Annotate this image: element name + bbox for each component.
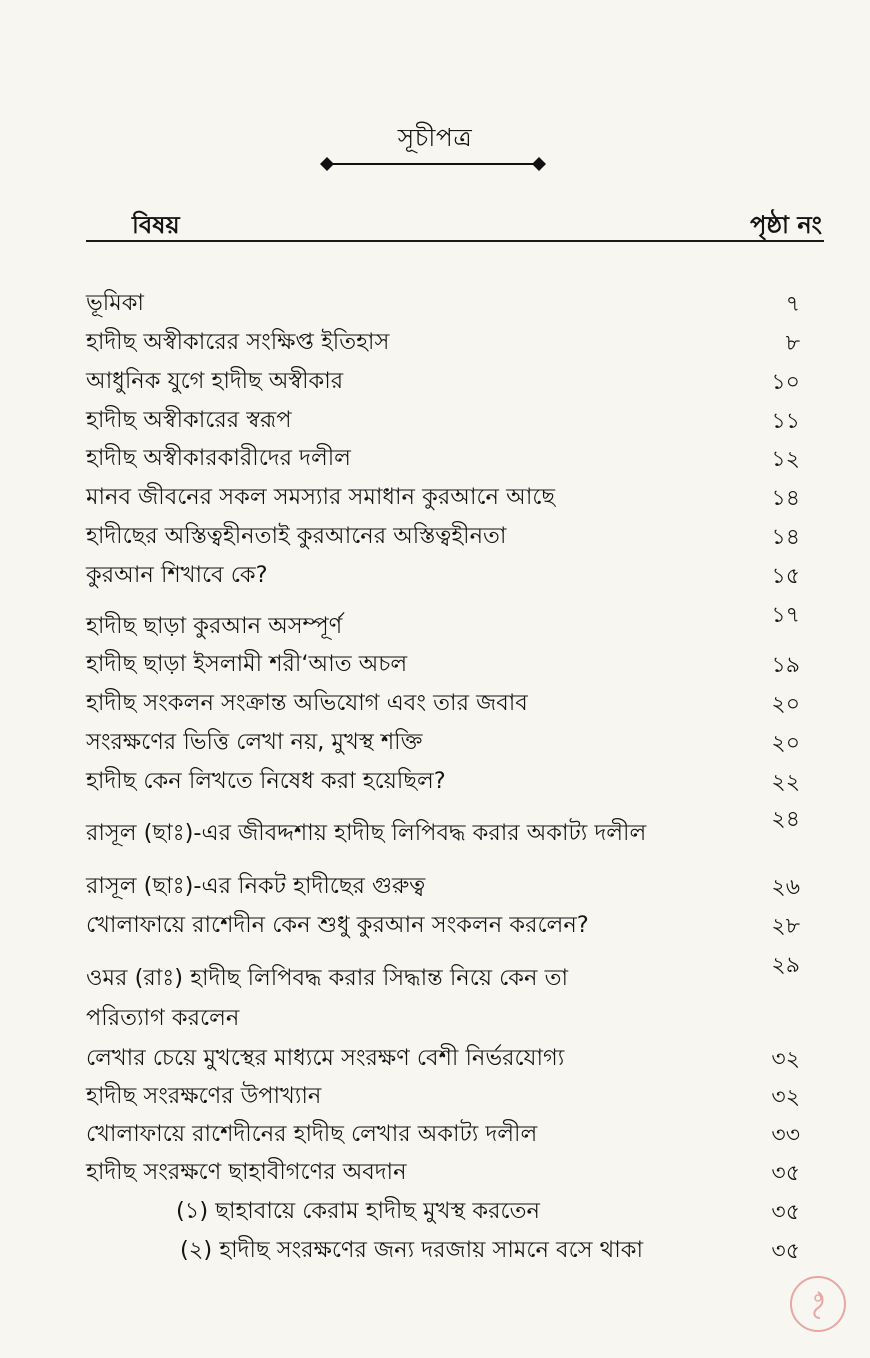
toc-topic: ভূমিকা (86, 290, 144, 316)
toc-page-number: ৩৫ (771, 1239, 800, 1264)
toc-topic: ওমর (রাঃ) হাদীছ লিপিবদ্ধ করার সিদ্ধান্ত নিয়ে কেন তা (86, 965, 568, 991)
toc-topic: রাসূল (ছাঃ)-এর জীবদ্দশায় হাদীছ লিপিবদ্ধ করার অকাট্য দলীল (86, 820, 647, 846)
toc-topic: লেখার চেয়ে মুখস্থের মাধ্যমে সংরক্ষণ বেশী নির্ভরযোগ্য (86, 1045, 565, 1071)
toc-page-number: ১৯ (771, 653, 800, 678)
toc-page-number: ৮ (785, 331, 800, 356)
toc-topic: হাদীছের অস্তিত্বহীনতাই কুরআনের অস্তিত্বহীনতা (86, 523, 507, 549)
toc-topic: (১) ছাহাবায়ে কেরাম হাদীছ মুখস্থ করতেন (176, 1198, 540, 1224)
toc-page-number: ১৫ (771, 564, 800, 589)
toc-page-number: ১৪ (771, 525, 800, 550)
toc-topic: মানব জীবনের সকল সমস্যার সমাধান কুরআনে আছে (86, 484, 556, 510)
toc-topic: হাদীছ ছাড়া ইসলামী শরী‘আত অচল (86, 651, 408, 677)
toc-page-number: ৩৫ (771, 1161, 800, 1186)
toc-topic: হাদীছ সংরক্ষণে ছাহাবীগণের অবদান (86, 1159, 407, 1185)
toc-page-number: ৩২ (771, 1047, 800, 1072)
toc-topic: (২) হাদীছ সংরক্ষণের জন্য দরজায় সামনে বসে থাকা (180, 1237, 643, 1263)
page-column-header: পৃষ্ঠা নং (750, 211, 822, 239)
toc-topic: হাদীছ অস্বীকারকারীদের দলীল (86, 445, 351, 471)
toc-page-number: ২৪ (771, 807, 800, 832)
header-rule (86, 240, 824, 242)
toc-page-number: ৩৫ (771, 1200, 800, 1225)
toc-page-number: ২৬ (771, 875, 800, 900)
toc-topic: হাদীছ ছাড়া কুরআন অসম্পূর্ণ (86, 613, 343, 639)
toc-page-number: ১২ (771, 447, 800, 472)
toc-page-number: ৩৩ (771, 1123, 800, 1148)
toc-topic: কুরআন শিখাবে কে? (86, 562, 268, 588)
title-ornament (318, 153, 548, 179)
toc-topic: হাদীছ কেন লিখতে নিষেধ করা হয়েছিল? (86, 768, 446, 794)
toc-page-number: ১৪ (771, 486, 800, 511)
toc-page-number: ১৭ (771, 603, 800, 628)
toc-topic: সংরক্ষণের ভিত্তি লেখা নয়, মুখস্থ শক্তি (86, 729, 423, 755)
toc-page-number: ৩২ (771, 1085, 800, 1110)
toc-topic: আধুনিক যুগে হাদীছ অস্বীকার (86, 368, 344, 394)
toc-topic: হাদীছ অস্বীকারের সংক্ষিপ্ত ইতিহাস (86, 329, 390, 355)
toc-topic: হাদীছ সংরক্ষণের উপাখ্যান (86, 1083, 322, 1109)
toc-topic: খোলাফায়ে রাশেদীনের হাদীছ লেখার অকাট্য দলীল (86, 1121, 538, 1147)
topic-column-header: বিষয় (132, 211, 180, 239)
toc-topic: হাদীছ সংকলন সংক্রান্ত অভিযোগ এবং তার জবাব (86, 690, 528, 716)
toc-page-number: ৭ (785, 292, 800, 317)
toc-page-number: ২২ (771, 770, 800, 795)
toc-page-number: ১১ (771, 409, 800, 434)
toc-page-number: ২৯ (771, 953, 800, 978)
toc-page-number: ২০ (771, 692, 800, 717)
toc-page-number: ২০ (771, 731, 800, 756)
toc-page-number: ২৮ (771, 914, 800, 939)
toc-page-number: ১০ (771, 370, 800, 395)
toc-topic: রাসূল (ছাঃ)-এর নিকট হাদীছের গুরুত্ব (86, 873, 426, 899)
library-stamp (790, 1276, 846, 1332)
page-title: সূচীপত্র (397, 123, 473, 152)
toc-topic-continuation: পরিত্যাগ করলেন (86, 1005, 240, 1031)
toc-topic: খোলাফায়ে রাশেদীন কেন শুধু কুরআন সংকলন করলেন? (86, 912, 589, 938)
toc-topic: হাদীছ অস্বীকারের স্বরূপ (86, 407, 292, 433)
